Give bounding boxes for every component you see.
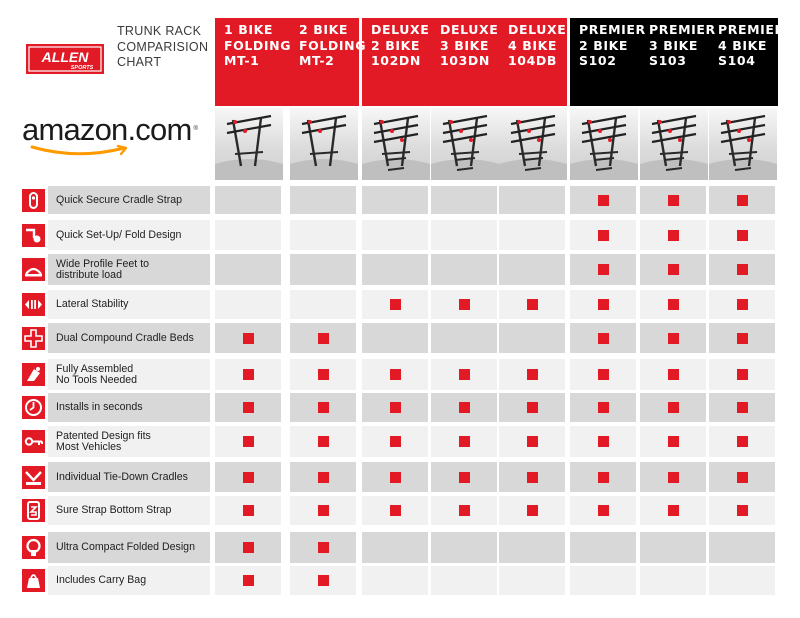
feature-cell <box>431 496 497 525</box>
feature-cell <box>290 323 356 353</box>
feature-cell <box>499 393 565 422</box>
feature-cell <box>499 186 565 214</box>
feature-cell <box>215 290 281 319</box>
feature-label <box>48 254 210 285</box>
feature-cell <box>431 462 497 492</box>
bike-rack-photo <box>215 108 283 180</box>
feature-included-mark <box>737 505 748 516</box>
tie-down-icon <box>22 466 45 489</box>
feature-cell <box>431 532 497 563</box>
feature-included-mark <box>243 472 254 483</box>
feature-label-line: Sure Strap Bottom Strap <box>56 504 172 516</box>
feature-included-mark <box>737 436 748 447</box>
feature-included-mark <box>243 575 254 586</box>
feature-cell <box>290 359 356 390</box>
feature-cell <box>640 496 706 525</box>
feature-cell <box>362 462 428 492</box>
lateral-stability-icon <box>22 293 45 316</box>
feature-included-mark <box>668 299 679 310</box>
feature-included-mark <box>318 575 329 586</box>
feature-included-mark <box>390 472 401 483</box>
feature-included-mark <box>668 333 679 344</box>
feature-cell <box>570 426 636 457</box>
amazon-smile-icon <box>28 144 138 158</box>
feature-cell <box>362 496 428 525</box>
bike-rack-photo <box>431 108 499 180</box>
feature-included-mark <box>598 264 609 275</box>
feature-cell <box>362 532 428 563</box>
feature-included-mark <box>668 264 679 275</box>
feature-label-line: Most Vehicles <box>56 440 122 453</box>
feature-label <box>48 393 210 422</box>
feature-included-mark <box>527 402 538 413</box>
chart-title-line: COMPARISION <box>117 39 209 54</box>
feature-included-mark <box>243 542 254 553</box>
feature-cell <box>362 566 428 595</box>
feature-cell <box>362 426 428 457</box>
feature-included-mark <box>318 436 329 447</box>
product-header-line: 3 BIKE <box>649 37 699 53</box>
cradle-beds-icon <box>22 327 45 350</box>
feature-cell <box>570 323 636 353</box>
feature-cell <box>709 290 775 319</box>
feature-cell <box>709 462 775 492</box>
feature-included-mark <box>737 195 748 206</box>
feature-label <box>48 532 210 563</box>
feature-cell <box>640 566 706 595</box>
feature-cell <box>290 532 356 563</box>
feature-cell <box>290 462 356 492</box>
chart-title-line: CHART <box>117 55 162 69</box>
feature-label-line: Includes Carry Bag <box>56 574 147 586</box>
feature-included-mark <box>668 472 679 483</box>
product-header-line: 2 BIKE <box>299 22 349 37</box>
feature-included-mark <box>318 505 329 516</box>
feature-included-mark <box>243 333 254 344</box>
feature-included-mark <box>598 299 609 310</box>
cradle-strap-icon <box>22 189 45 212</box>
feature-cell <box>499 532 565 563</box>
feature-included-mark <box>668 195 679 206</box>
feature-cell <box>215 186 281 214</box>
product-header-line: DELUXE <box>440 22 499 37</box>
feature-cell <box>640 220 706 250</box>
feature-included-mark <box>668 436 679 447</box>
feature-cell <box>570 532 636 563</box>
feature-included-mark <box>668 402 679 413</box>
feature-label-line: Quick Secure Cradle Strap <box>56 193 183 206</box>
feature-label-line: Fully Assembled <box>56 362 134 375</box>
feature-label-line: Quick Set-Up/ Fold Design <box>56 228 182 241</box>
feature-included-mark <box>527 369 538 380</box>
feature-label-line: Ultra Compact Folded Design <box>56 541 195 553</box>
feature-cell <box>709 566 775 595</box>
feature-cell <box>215 426 281 457</box>
feature-cell <box>431 323 497 353</box>
product-header-4 <box>440 22 498 69</box>
feature-included-mark <box>737 264 748 275</box>
feature-cell <box>215 393 281 422</box>
feature-included-mark <box>243 436 254 447</box>
feature-cell <box>709 426 775 457</box>
fold-design-icon <box>22 224 45 247</box>
feature-cell <box>499 323 565 353</box>
clock-icon <box>22 396 45 419</box>
feature-included-mark <box>527 299 538 310</box>
assembled-icon <box>22 363 45 386</box>
feature-cell <box>499 220 565 250</box>
feature-cell <box>215 566 281 595</box>
feature-included-mark <box>318 542 329 553</box>
feature-cell <box>709 359 775 390</box>
feature-cell <box>640 426 706 457</box>
feature-cell <box>431 220 497 250</box>
product-header-line: S103 <box>649 53 687 68</box>
feature-included-mark <box>243 369 254 380</box>
feature-cell <box>709 186 775 214</box>
feature-cell <box>290 254 356 285</box>
feature-cell <box>709 220 775 250</box>
feature-included-mark <box>243 402 254 413</box>
feature-included-mark <box>598 369 609 380</box>
feature-cell <box>290 566 356 595</box>
feature-cell <box>362 323 428 353</box>
product-header-6 <box>579 22 646 69</box>
feature-cell <box>640 186 706 214</box>
product-header-line: MT-1 <box>224 53 260 68</box>
feature-included-mark <box>459 369 470 380</box>
feature-label <box>48 496 210 525</box>
feature-label <box>48 290 210 319</box>
feature-included-mark <box>318 369 329 380</box>
product-header-line: PREMIER <box>579 22 646 37</box>
feature-cell <box>290 220 356 250</box>
product-header-line: 103DN <box>440 53 490 68</box>
feature-label <box>48 359 210 390</box>
feature-included-mark <box>318 402 329 413</box>
feature-included-mark <box>527 505 538 516</box>
feature-cell <box>215 462 281 492</box>
feature-label <box>48 462 210 492</box>
product-header-line: S104 <box>718 53 756 68</box>
product-header-line: DELUXE <box>371 22 430 37</box>
feature-cell <box>431 359 497 390</box>
feature-included-mark <box>737 299 748 310</box>
feature-included-mark <box>459 402 470 413</box>
feature-label-line: Patented Design fits <box>56 429 151 442</box>
bike-rack-photo <box>499 108 567 180</box>
bike-rack-photo <box>290 108 358 180</box>
product-header-8 <box>718 22 785 69</box>
feature-included-mark <box>527 472 538 483</box>
feature-cell <box>499 426 565 457</box>
feature-included-mark <box>737 230 748 241</box>
feature-cell <box>362 290 428 319</box>
amazon-logo <box>22 114 212 158</box>
feature-label <box>48 566 210 595</box>
wide-feet-icon <box>22 258 45 281</box>
feature-cell <box>640 254 706 285</box>
product-header-line: 1 BIKE <box>224 22 274 37</box>
feature-cell <box>640 462 706 492</box>
feature-cell <box>570 220 636 250</box>
feature-cell <box>570 393 636 422</box>
feature-included-mark <box>527 436 538 447</box>
product-header-line: 4 BIKE <box>508 37 558 53</box>
feature-included-mark <box>737 472 748 483</box>
chart-title <box>117 24 217 71</box>
feature-label <box>48 220 210 250</box>
feature-cell <box>362 186 428 214</box>
feature-included-mark <box>668 369 679 380</box>
product-header-3 <box>371 22 429 69</box>
feature-cell <box>431 254 497 285</box>
feature-included-mark <box>598 402 609 413</box>
feature-label-line: distribute load <box>56 268 122 281</box>
product-header-line: PREMIER <box>649 22 716 37</box>
product-header-line: 2 BIKE <box>371 37 421 53</box>
feature-cell <box>640 323 706 353</box>
product-header-line: 104DB <box>508 53 557 68</box>
feature-cell <box>362 220 428 250</box>
feature-cell <box>362 254 428 285</box>
product-header-7 <box>649 22 716 69</box>
bike-rack-photo <box>362 108 430 180</box>
compact-fold-icon <box>22 536 45 559</box>
allen-sports-logo <box>26 44 104 74</box>
product-header-line: FOLDING <box>299 37 367 53</box>
feature-included-mark <box>390 402 401 413</box>
product-header-line: 2 BIKE <box>579 37 629 53</box>
feature-included-mark <box>459 436 470 447</box>
feature-cell <box>431 566 497 595</box>
feature-included-mark <box>737 402 748 413</box>
product-header-2 <box>299 22 366 69</box>
feature-label-line: Installs in seconds <box>56 401 143 413</box>
feature-cell <box>290 290 356 319</box>
feature-cell <box>570 359 636 390</box>
feature-cell <box>499 496 565 525</box>
feature-cell <box>499 566 565 595</box>
product-header-line: FOLDING <box>224 37 292 53</box>
feature-cell <box>290 496 356 525</box>
feature-cell <box>640 393 706 422</box>
svg-text:ALLEN: ALLEN <box>41 49 89 65</box>
feature-included-mark <box>318 333 329 344</box>
product-header-5 <box>508 22 566 69</box>
feature-cell <box>709 323 775 353</box>
feature-included-mark <box>598 505 609 516</box>
feature-cell <box>215 496 281 525</box>
feature-cell <box>499 359 565 390</box>
feature-label-line: Wide Profile Feet to <box>56 257 150 270</box>
feature-included-mark <box>598 333 609 344</box>
feature-label <box>48 323 210 353</box>
feature-included-mark <box>598 195 609 206</box>
feature-included-mark <box>459 472 470 483</box>
svg-text:SPORTS: SPORTS <box>70 65 94 71</box>
feature-cell <box>499 254 565 285</box>
feature-included-mark <box>737 333 748 344</box>
feature-cell <box>431 186 497 214</box>
feature-cell <box>570 566 636 595</box>
feature-included-mark <box>459 505 470 516</box>
feature-cell <box>570 186 636 214</box>
feature-cell <box>215 359 281 390</box>
feature-label-line: Individual Tie-Down Cradles <box>56 470 188 483</box>
chart-title-line: TRUNK RACK <box>117 24 202 38</box>
registered-mark: ® <box>193 126 198 132</box>
feature-label-line: Dual Compound Cradle Beds <box>56 331 194 344</box>
feature-label <box>48 426 210 457</box>
feature-cell <box>570 290 636 319</box>
feature-cell <box>570 462 636 492</box>
product-header-line: DELUXE <box>508 22 567 37</box>
feature-cell <box>640 359 706 390</box>
feature-included-mark <box>390 436 401 447</box>
feature-cell <box>215 220 281 250</box>
feature-included-mark <box>390 299 401 310</box>
product-header-line: 3 BIKE <box>440 37 490 53</box>
feature-cell <box>431 393 497 422</box>
feature-included-mark <box>390 369 401 380</box>
product-header-line: 4 BIKE <box>718 37 768 53</box>
product-header-line: 102DN <box>371 53 421 68</box>
feature-label-line: No Tools Needed <box>56 373 138 386</box>
key-icon <box>22 430 45 453</box>
product-header-line: S102 <box>579 53 617 68</box>
feature-cell <box>362 393 428 422</box>
feature-included-mark <box>598 230 609 241</box>
feature-cell <box>640 290 706 319</box>
product-header-line: MT-2 <box>299 53 335 68</box>
bike-rack-photo <box>709 108 777 180</box>
feature-label-line: Lateral Stability <box>56 298 129 310</box>
amazon-logo-text: amazon.com <box>22 112 192 147</box>
feature-included-mark <box>243 505 254 516</box>
feature-cell <box>709 393 775 422</box>
feature-included-mark <box>668 230 679 241</box>
feature-cell <box>709 496 775 525</box>
feature-cell <box>499 462 565 492</box>
bottom-strap-icon <box>22 499 45 522</box>
feature-cell <box>709 254 775 285</box>
product-header-line: PREMIER <box>718 22 785 37</box>
feature-included-mark <box>598 436 609 447</box>
bike-rack-photo <box>640 108 708 180</box>
feature-cell <box>362 359 428 390</box>
carry-bag-icon <box>22 569 45 592</box>
feature-included-mark <box>598 472 609 483</box>
feature-included-mark <box>318 472 329 483</box>
feature-cell <box>431 290 497 319</box>
feature-cell <box>290 426 356 457</box>
feature-cell <box>570 254 636 285</box>
feature-cell <box>499 290 565 319</box>
feature-cell <box>215 323 281 353</box>
feature-included-mark <box>668 505 679 516</box>
feature-cell <box>570 496 636 525</box>
product-header-1 <box>224 22 291 69</box>
feature-cell <box>215 254 281 285</box>
feature-cell <box>640 532 706 563</box>
feature-included-mark <box>459 299 470 310</box>
feature-included-mark <box>390 505 401 516</box>
feature-cell <box>215 532 281 563</box>
feature-cell <box>290 186 356 214</box>
feature-label <box>48 186 210 214</box>
feature-included-mark <box>737 369 748 380</box>
feature-cell <box>290 393 356 422</box>
feature-cell <box>431 426 497 457</box>
feature-cell <box>709 532 775 563</box>
bike-rack-photo <box>570 108 638 180</box>
